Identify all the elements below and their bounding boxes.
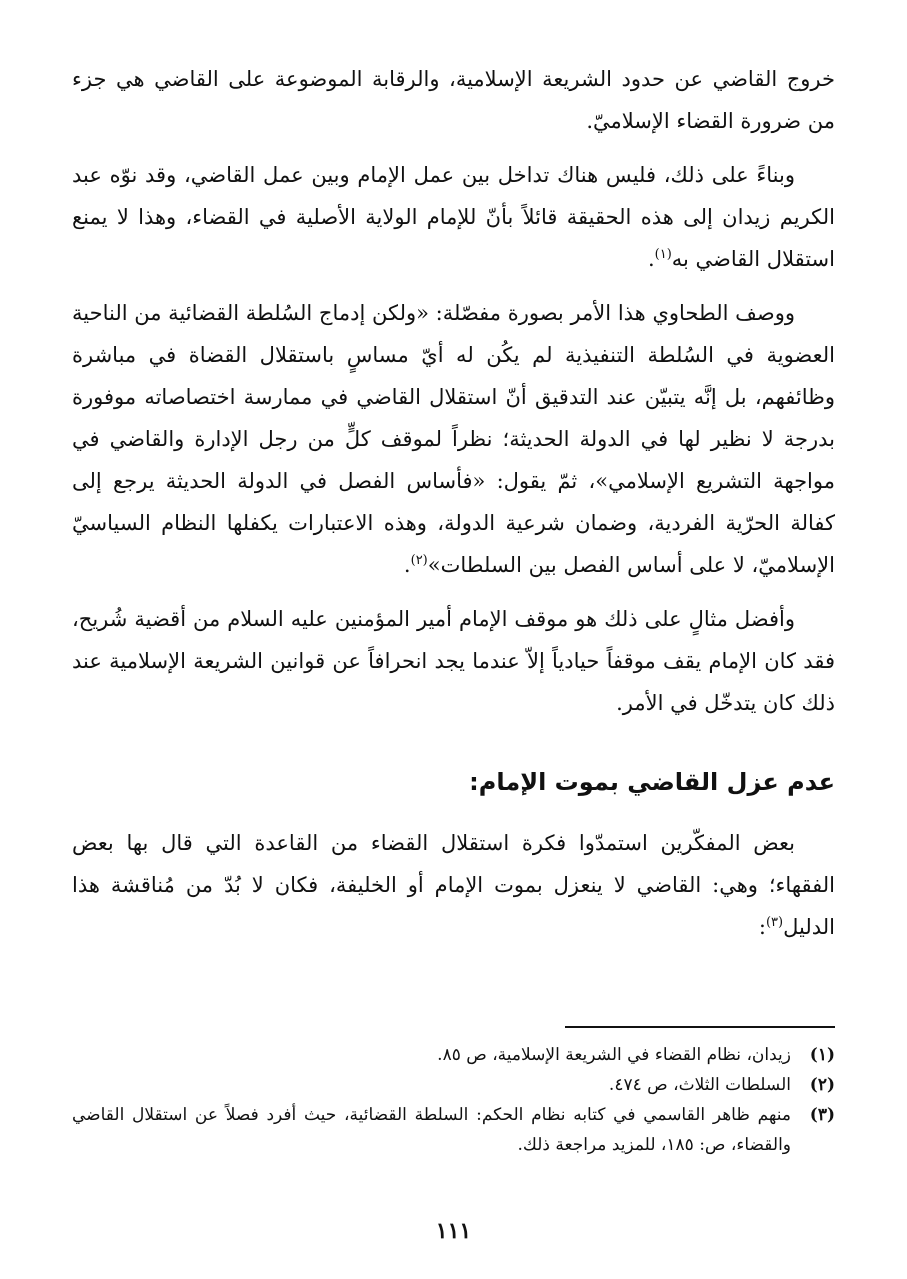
paragraph-4 bbox=[72, 598, 835, 724]
footnote-number: (١) bbox=[809, 1045, 835, 1065]
paragraph-2 bbox=[72, 154, 835, 280]
paragraph-1-text: خروج القاضي عن حدود الشريعة الإسلامية، والرقابة الموضوعة على القاضي هي جزء من ضرورة القضاء الإسلاميّ. bbox=[72, 67, 835, 133]
footnote-1 bbox=[72, 1040, 835, 1070]
footnote-ref-3: (٣) bbox=[765, 915, 784, 930]
paragraph-gap bbox=[72, 280, 835, 292]
footnote-ref-1: (١) bbox=[654, 247, 672, 262]
footnote-number: (٣) bbox=[809, 1105, 835, 1125]
main-text bbox=[72, 58, 835, 948]
page-number: ١١١ bbox=[435, 1218, 472, 1244]
footnotes bbox=[72, 1040, 835, 1160]
paragraph-2-text: وبناءً على ذلك، فليس هناك تداخل بين عمل الإمام وبين عمل القاضي، وقد نوّه عبد الكريم زيدان إلى هذه الحقيقة قائلاً بأنّ للإمام الولاية الأصلية في القضاء، وهذا لا يمنع استقلال القاضي به bbox=[72, 163, 835, 271]
paragraph-3-text: ووصف الطحاوي هذا الأمر بصورة مفصّلة: «ولكن إدماج السُلطة القضائية من الناحية العضوية في السُلطة التنفيذية لم يكُن له أيّ مساسٍ باستقلال القضاة في مباشرة وظائفهم، بل إنَّه يتبيّن عند التدقيق أنّ استقلال القاضي في ممارسة اختصاصاته موفورة بدرجة لا نظير لها في الدولة الحديثة؛ نظراً لموقف كلٍّ من رجل الإدارة والقاضي في مواجهة التشريع الإسلامي»، ثمّ يقول: «فأساس الفصل في الدولة الحديثة يرجع إلى كفالة الحرّية الفردية، وضمان شرعية الدولة، وهذه الاعتبارات يكفلها النظام السياسيّ الإسلاميّ، لا على أساس الفصل بين السلطات» bbox=[72, 301, 835, 577]
paragraph-1 bbox=[72, 58, 835, 142]
paragraph-gap bbox=[72, 142, 835, 154]
footnote-2 bbox=[72, 1070, 835, 1100]
paragraph-3-end: . bbox=[403, 553, 411, 577]
paragraph-5 bbox=[72, 822, 835, 948]
footnote-text: زيدان، نظام القضاء في الشريعة الإسلامية، ص ٨٥. bbox=[437, 1045, 791, 1065]
footnote-ref-2: (٢) bbox=[410, 553, 428, 568]
footnote-number: (٢) bbox=[809, 1075, 835, 1095]
footnote-3 bbox=[72, 1100, 835, 1160]
footnote-text: منهم ظاهر القاسمي في كتابه نظام الحكم: السلطة القضائية، حيث أفرد فصلاً عن استقلال القاضي والقضاء، ص: ١٨٥، للمزيد مراجعة ذلك. bbox=[72, 1105, 791, 1155]
footnote-separator bbox=[565, 1026, 835, 1028]
paragraph-4-text: وأفضل مثالٍ على ذلك هو موقف الإمام أمير المؤمنين عليه السلام من أقضية شُريح، فقد كان الإمام يقف موقفاً حيادياً إلاّ عندما يجد انحرافاً عن قوانين الشريعة الإسلامية عند ذلك كان يتدخّل في الأمر. bbox=[72, 607, 835, 715]
paragraph-2-end: . bbox=[647, 247, 655, 271]
paragraph-5-text: بعض المفكّرين استمدّوا فكرة استقلال القضاء من القاعدة التي قال بها بعض الفقهاء؛ وهي: القاضي لا ينعزل بموت الإمام أو الخليفة، فكان لا بُدّ من مُناقشة هذا الدليل bbox=[72, 831, 835, 939]
paragraph-gap bbox=[72, 586, 835, 598]
paragraph-3 bbox=[72, 292, 835, 586]
footnote-text: السلطات الثلاث، ص ٤٧٤. bbox=[608, 1075, 791, 1095]
paragraph-5-end: : bbox=[758, 915, 766, 939]
section-heading: عدم عزل القاضي بموت الإمام: bbox=[469, 768, 835, 796]
